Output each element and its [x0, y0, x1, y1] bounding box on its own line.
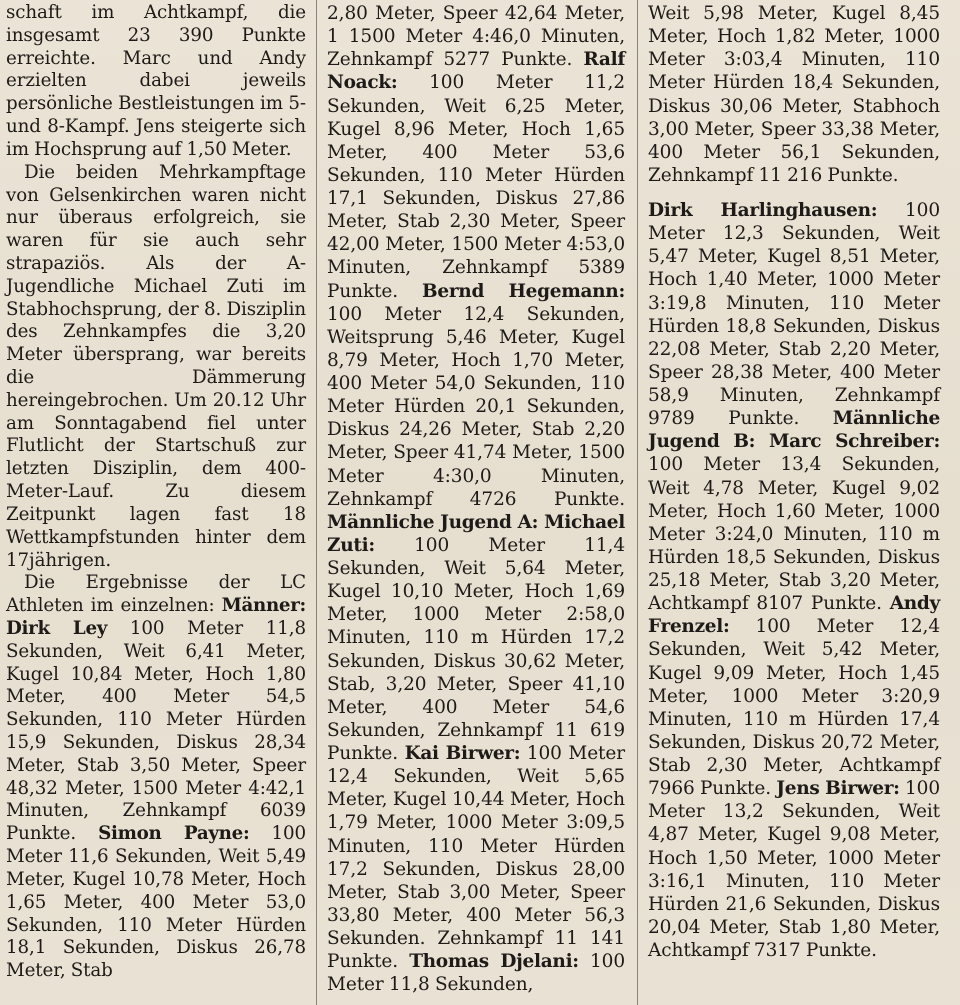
results-text: 100 Meter 11,6 Sekunden, Weit 5,49 Meter, Kugel 10,78 Meter, Hoch 1,65 Meter, 400 Meter 53,0 Sekunden, 110 Meter Hürden 18,1 Sekunden, Diskus 26,78 Meter, Stab — [6, 823, 306, 982]
results-text: 100 Meter 13,2 Sekunden, Weit 4,87 Meter, Kugel 9,08 Meter, Hoch 1,50 Meter, 1000 Meter 3:16,1 Minuten, 110 Meter Hürden 21,6 Sekunden, Diskus 20,04 Meter, Stab 1,80 Meter, Achtkampf 7317 Punkte. — [648, 778, 941, 961]
athlete-name-ralf-noack: Ralf Noack: — [327, 49, 625, 94]
athlete-name-kai-birwer: Kai Birwer: — [404, 743, 521, 764]
column-divider — [316, 0, 317, 1005]
results-intro-text: Die Ergebnisse der LC Athleten im einzelnen: — [6, 572, 306, 617]
paragraph-results-final — [648, 199, 940, 962]
athlete-name-andy-frenzel: Andy Frenzel: — [648, 593, 940, 638]
results-text: 100 Meter 13,4 Sekunden, Weit 4,78 Meter, Kugel 9,02 Meter, Hoch 1,60 Meter, 1000 Meter 3:24,0 Minuten, 110 m Hürden 18,5 Sekunden, Diskus 25,18 Meter, Stab 3,20 Meter, Achtkampf 8107 Punkte. — [648, 454, 940, 615]
athlete-name-dirk-ley: Männer: Dirk Ley — [6, 595, 306, 639]
paragraph-results-continued — [327, 2, 625, 996]
results-text: 100 Meter 12,4 Sekunden, Weit 5,42 Meter, Kugel 9,09 Meter, Hoch 1,45 Meter, 1000 Meter 3:20,9 Minuten, 110 m Hürden 17,4 Sekunden, Diskus 20,72 Meter, Stab 2,30 Meter, Achtkampf 7966 Punkte. — [648, 616, 940, 800]
column-2 — [327, 0, 625, 1005]
athlete-name-jens-birwer: Jens Birwer: — [776, 778, 900, 800]
paragraph-spacer — [648, 187, 940, 199]
results-text: 100 Meter 11,2 Sekunden, Weit 6,25 Meter, Kugel 8,96 Meter, Hoch 1,65 Meter, 400 Meter 53,6 Sekunden, 110 Meter Hürden 17,1 Sekunden, Diskus 27,86 Meter, Stab 2,30 Meter, Speer 42,00 Meter, 1500 Meter 4:53,0 Minuten, Zehnkampf 5389 Punkte. — [327, 72, 625, 302]
results-text: 2,80 Meter, Speer 42,64 Meter, 1 1500 Meter 4:46,0 Minuten, Zehnkampf 5277 Punkte. — [327, 3, 625, 71]
column-1 — [6, 0, 306, 1005]
athlete-name-simon-payne: Simon Payne: — [98, 823, 250, 845]
paragraph-results — [6, 572, 306, 983]
paragraph-gelsenkirchen: Die beiden Mehrkampftage von Gelsenkirchen waren nicht nur überaus erfolgreich, sie waren für sie auch sehr strapaziös. Als der A-Jugendliche Michael Zuti im Stabhochsprung, der 8. Disziplin des Zehnkampfes die 3,20 Meter übersprang, war bereits die Dämmerung hereingebrochen. Um 20.12 Uhr am Sonntagabend fiel unter Flutlicht der Startschuß zur letzten Disziplin, dem 400-Meter-Lauf. Zu diesem Zeitpunkt lagen fast 18 Wettkampfstunden hinter dem 17jährigen. — [6, 161, 306, 571]
athlete-name-dirk-harlinghausen: Dirk Harlinghausen: — [648, 200, 878, 221]
athlete-name-thomas-djelani: Thomas Djelani: — [409, 951, 579, 973]
results-text: 100 Meter 11,8 Sekunden, — [327, 951, 625, 996]
results-text: 100 Meter 12,4 Sekunden, Weit 5,65 Meter, Kugel 10,44 Meter, Hoch 1,79 Meter, 1000 Meter 3:09,5 Minuten, 110 Meter Hürden 17,2 Sekunden, Diskus 28,00 Meter, Stab 3,00 Meter, Speer 33,80 Meter, 400 Meter 56,3 Sekunden. Zehnkampf 11 141 Punkte. — [327, 743, 625, 973]
column-divider — [637, 0, 638, 1005]
section-heading-maennliche-jugend-b: Männliche Jugend B: Marc Schreiber: — [648, 408, 940, 453]
section-heading-maennliche-jugend-a: Männliche Jugend A: Michael Zuti: — [327, 511, 625, 556]
results-text: 100 Meter 11,4 Sekunden, Weit 5,64 Meter, Kugel 10,10 Meter, Hoch 1,69 Meter, 1000 Meter 2:58,0 Minuten, 110 m Hürden 17,2 Sekunden, Diskus 30,62 Meter, Stab, 3,20 Meter, Speer 41,10 Meter, 400 Meter 54,6 Sekunden, Zehnkampf 11 619 Punkte. — [327, 534, 625, 764]
results-text: 100 Meter 12,4 Sekunden, Weitsprung 5,46 Meter, Kugel 8,79 Meter, Hoch 1,70 Meter, 400 Meter 54,0 Sekunden, 110 Meter Hürden 20,1 Sekunden, Diskus 24,26 Meter, Stab 2,20 Meter, Speer 41,74 Meter, 1500 Meter 4:30,0 Minuten, Zehnkampf 4726 Punkte. — [327, 303, 625, 510]
athlete-name-bernd-hegemann: Bernd Hegemann: — [422, 280, 625, 302]
results-text: 100 Meter 12,3 Sekunden, Weit 5,47 Meter, Kugel 8,51 Meter, Hoch 1,40 Meter, 1000 Meter 3:19,8 Minuten, 110 Meter Hürden 18,8 Sekunden, Diskus 22,08 Meter, Stab 2,20 Meter, Speer 28,38 Meter, 400 Meter 58,9 Minuten, Zehnkampf 9789 Punkte. — [648, 200, 940, 430]
results-text: 100 Meter 11,8 Sekunden, Weit 6,41 Meter, Kugel 10,84 Meter, Hoch 1,80 Meter, 400 Meter 54,5 Sekunden, 110 Meter Hürden 15,9 Sekunden, Diskus 28,34 Meter, Stab 3,50 Meter, Speer 48,32 Meter, 1500 Meter 4:42,1 Minuten, Zehnkampf 6039 Punkte. — [6, 617, 306, 845]
paragraph-results-continued: Weit 5,98 Meter, Kugel 8,45 Meter, Hoch 1,82 Meter, 1000 Meter 3:03,4 Minuten, 110 Meter Hürden 18,4 Sekunden, Diskus 30,06 Meter, Stabhoch 3,00 Meter, Speer 33,38 Meter, 400 Meter 56,1 Sekunden, Zehnkampf 11 216 Punkte. — [648, 3, 940, 186]
column-3 — [648, 0, 940, 1005]
paragraph-intro: schaft im Achtkampf, die insgesamt 23 390 Punkte erreichte. Marc und Andy erzielten dabei jeweils persönliche Bestleistungen im 5- und 8-Kampf. Jens steigerte sich im Hochsprung auf 1,50 Meter. — [6, 2, 306, 160]
